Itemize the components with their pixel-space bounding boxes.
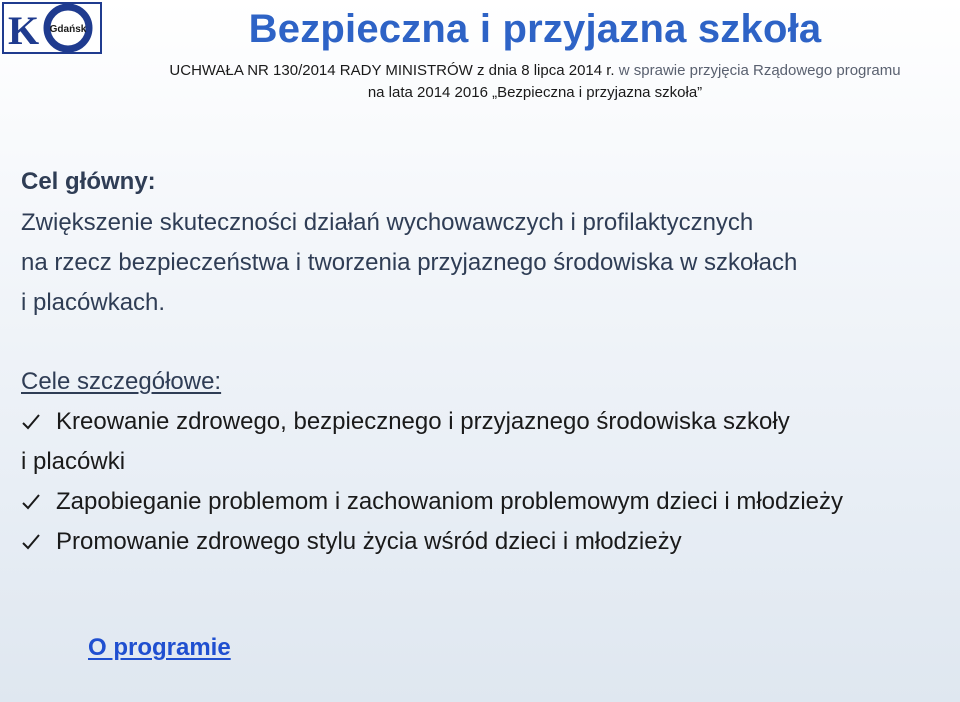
list-item-continuation: i placówki <box>21 448 126 475</box>
subtitle-line-2: na lata 2014 2016 „Bezpieczna i przyjazna szkoła” <box>367 84 703 101</box>
list-item-text: Promowanie zdrowego stylu życia wśród dzieci i młodzieży <box>56 528 682 555</box>
subtitle-line-1 <box>110 60 960 82</box>
list-item <box>21 522 951 562</box>
resolution-reference: UCHWAŁA NR 130/2014 RADY MINISTRÓW z dnia 8 lipca 2014 r. <box>169 62 615 79</box>
detailed-goals-heading: Cele szczegółowe: <box>21 368 222 395</box>
page-subtitle <box>110 60 960 104</box>
logo-city-text: Gdańsk <box>49 24 87 35</box>
main-goal-line: na rzecz bezpieczeństwa i tworzenia przyjaznego środowiska w szkołach <box>21 249 798 276</box>
resolution-subject: w sprawie przyjęcia Rządowego programu <box>614 62 901 79</box>
list-item-text: Kreowanie zdrowego, bezpiecznego i przyjaznego środowiska szkoły <box>56 408 790 435</box>
list-item <box>21 482 951 522</box>
about-program-link[interactable]: O programie <box>88 634 231 661</box>
main-goal-text <box>21 203 941 323</box>
main-goal-heading: Cel główny: <box>21 168 156 195</box>
logo <box>2 2 102 54</box>
list-item-text: Zapobieganie problemom i zachowaniom problemowym dzieci i młodzieży <box>56 488 844 515</box>
logo-letter-k: K <box>8 8 40 52</box>
main-goal-line: Zwiększenie skuteczności działań wychowawczych i profilaktycznych <box>21 209 754 236</box>
logo-graphic <box>4 4 100 52</box>
checkmark-icon <box>21 532 56 552</box>
checkmark-icon <box>21 412 56 432</box>
main-goal-line: i placówkach. <box>21 289 166 316</box>
checkmark-icon <box>21 492 56 512</box>
page-title: Bezpieczna i przyjazna szkoła <box>248 7 822 51</box>
detailed-goals-list <box>21 402 951 562</box>
list-item <box>21 402 951 442</box>
